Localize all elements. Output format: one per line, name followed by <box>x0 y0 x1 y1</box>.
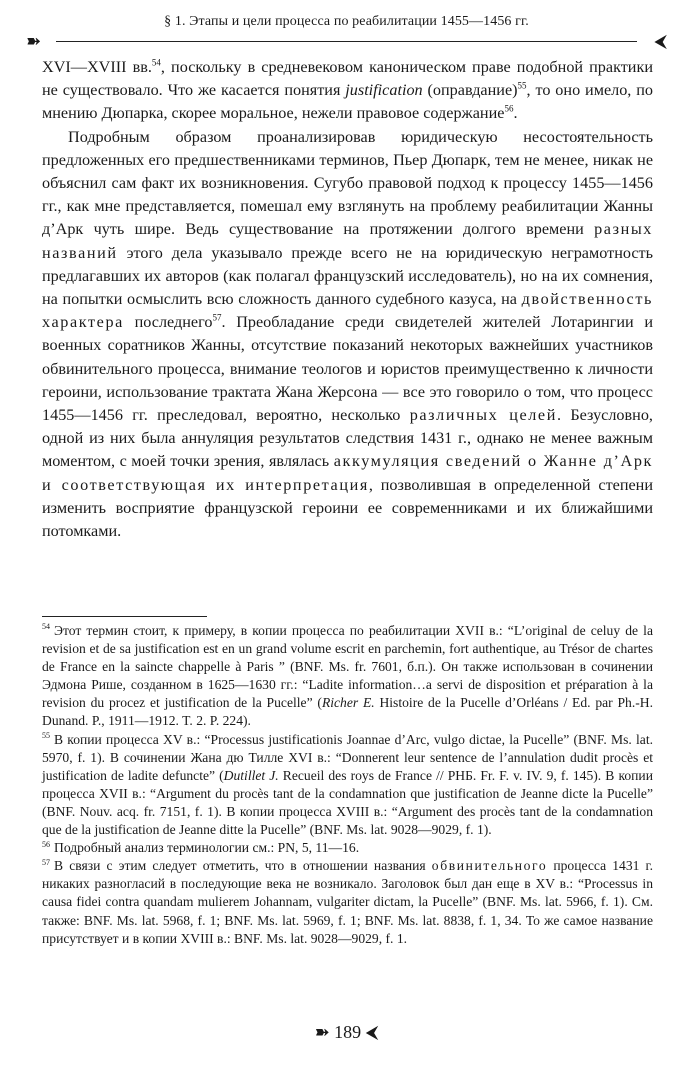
ornament-left-icon: ➽ <box>314 1022 330 1042</box>
footnote-text: Подробный анализ терминологии см.: PN, 5, 11—16. <box>54 840 360 856</box>
text-run: , то оно имело, по мнению Дюпарка, скорее моральное, нежели правовое содержание <box>42 81 654 123</box>
text-run: . Преобладание среди свидетелей жителей Лотарингии и военных соратников Жанны, отсутствие показаний некоторых важнейших участников обвинительного процесса, внимание теологов и юристов преимущественно к личности героини, использование трактата Жана Жерсона — все это говорило о том, что процесс 1455—1456 гг. преследовал, вероятно, несколько <box>42 313 654 425</box>
text-run: Подробным образом проанализировав юридическую несостоятельность предложенных его предшественниками терминов, Пьер Дюпарк, тем не менее, никак не объяснил сам факт их возникновения. Сугубо правовой подход к процессу 1455—1456 гг., как мне представляется, помешал ему взглянуть на проблему реабилитации Жанны д’Арк чуть шире. Ведь существование на протяжении долгого времени <box>42 127 653 239</box>
text-run: последнего <box>123 313 213 332</box>
footnote-number: 57 <box>42 857 50 867</box>
footnote-56 <box>42 839 653 857</box>
footnote-ref-57[interactable]: 57 <box>212 312 222 323</box>
text-run: , позволившая в определенной степени изменить восприятие французской героини ее современниками и их ближайшими потомками. <box>42 475 653 541</box>
main-text <box>42 56 653 543</box>
footnote-text: Recueil des roys de France // РНБ. Fr. F. v. IV. 9, f. 145). В копии процесса XVII в.: “Argument du procès tant de la condamnation que justification de Jeanne dicte la Pucelle” (BNF. Nouv. acq. fr. 7151, f. 1). В копии процесса XVIII в.: “Argument des procès tant de la condamnation que de la justification de Jeanne ditte la Pucelle” (BNF. Ms. lat. 9028—9029, f. 1). <box>42 767 653 838</box>
footnote-author: Dutillet J. <box>223 767 279 783</box>
emphasis-spaced: различных целей <box>409 406 557 425</box>
text-run: этого дела указывало прежде всего не на юридическую неграмотность предлагавших их авторов (как полагал французский исследователь), но на их сомнения, на попытки осмыслить всю сложность данного судебного казуса, на <box>42 243 653 309</box>
text-run: XVI—XVIII вв. <box>42 58 152 76</box>
footnote-number: 54 <box>42 622 50 632</box>
footnote-54 <box>42 622 653 731</box>
emphasis-spaced: разных названий <box>42 220 653 262</box>
footnote-text: В связи с этим следует отметить, что в отношении названия <box>54 858 432 874</box>
footnote-author: Richer E. <box>321 695 375 711</box>
ornament-right-icon: ⮜ <box>654 31 667 51</box>
text-run: . Безусловно, одной из них была аннуляция результатов следствия 1431 г., однако не менее важным моментом, с моей точки зрения, являлась <box>42 406 653 471</box>
footnote-number: 56 <box>42 839 50 849</box>
text-run: (оправдание) <box>422 81 518 100</box>
emphasis-spaced: обвинительного <box>431 858 548 874</box>
italic-term: justification <box>345 81 423 100</box>
ornament-right-icon: ⮜ <box>365 1022 379 1042</box>
footnote-text: процесса 1431 г. никаких разногласий в последующие века не возникало. Заголовок был дан еще в XV в.: “Processus in causa fidei contra quandam mulierem Johannam, vulgariter dictam, la Pucelle” (BNF. Ms. lat. 5966, f. 1). См. также: BNF. Ms. lat. 5968, f. 1; BNF. Ms. lat. 5969, f. 1; BNF. Ms. lat. 8838, f. 1, 34. То же самое название присутствует и в копии XVIII в.: BNF. Ms. lat. 9028—9029, f. 1. <box>42 858 653 946</box>
ornament-left-icon: ➽ <box>26 31 42 51</box>
footnote-number: 55 <box>42 731 50 741</box>
footnote-separator <box>42 616 207 617</box>
footnote-ref-54[interactable]: 54 <box>151 57 161 68</box>
text-run: . <box>513 104 518 123</box>
footnotes <box>42 622 653 948</box>
text-run: , поскольку в средневековом каноническом праве подобной практики не существовало. Что же касается понятия <box>42 58 654 100</box>
footnote-text: В копии процесса XV в.: “Processus justificationis Joannae d’Arc, vulgo dictae, la Pucelle” (BNF. Ms. lat. 5970, f. 1). В сочинении Жана дю Тилле XVI в.: “Donnerent leur sentence de l’annulation dudit procès et justification de ladite defuncte” ( <box>42 731 653 783</box>
footnote-text: Histoire de la Pucelle d’Orléans / Ed. par Ph.-H. Dunand. P., 1911—1912. T. 2. P. 224). <box>42 695 653 729</box>
paragraph-2 <box>42 126 653 544</box>
footnote-57 <box>42 857 653 947</box>
header-title: § 1. Этапы и цели процесса по реабилитации 1455—1456 гг. <box>164 14 529 29</box>
footnote-ref-56[interactable]: 56 <box>504 104 514 115</box>
footnote-text: Этот термин стоит, к примеру, в копии процесса по реабилитации XVII в.: “L’original de celuy de la revision et de sa justification est en un grand volume escrit en parchemin, fort authentique, au Trésor de chartes de France en la saincte chappelle à Paris ” (BNF. Ms. fr. 7601, б.п.). Он также использован в сочинении Эдмона Рише, созданном в 1625—1630 гг.: “Ladite information…a servi de disposition et préparation à la revision du procez et justification de la Pucelle” ( <box>42 623 653 711</box>
footnote-ref-55[interactable]: 55 <box>517 80 527 91</box>
page-footer <box>0 1022 693 1043</box>
emphasis-spaced: двойственность характера <box>42 290 653 332</box>
running-header <box>26 10 667 51</box>
emphasis-spaced: аккумуляция сведений о Жанне д’Арк и соответствующая их интерпретация <box>42 452 653 494</box>
footnote-55 <box>42 731 653 840</box>
header-rule <box>56 41 637 42</box>
page-number: 189 <box>334 1022 362 1042</box>
paragraph-1 <box>42 56 653 126</box>
